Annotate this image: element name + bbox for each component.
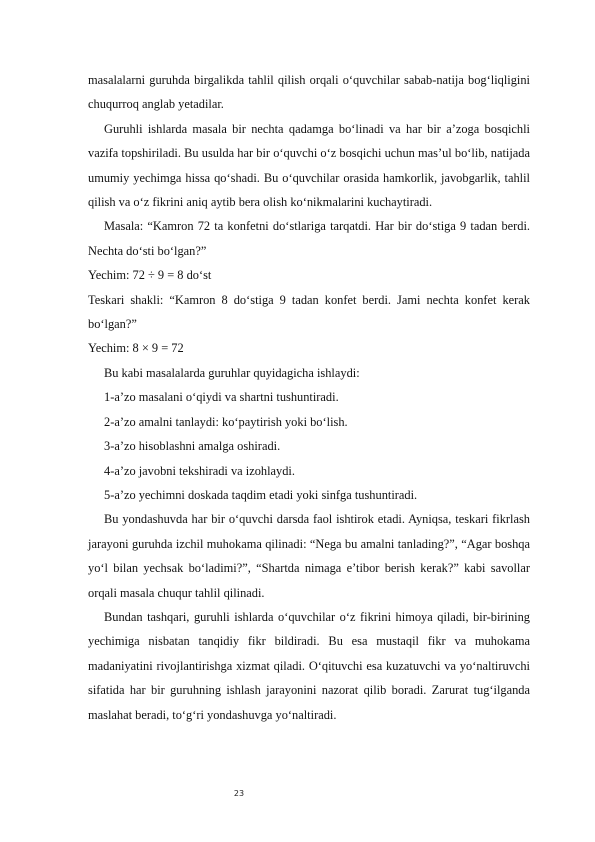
paragraph-conclusion: Bundan tashqari, guruhli ishlarda o‘quvchilar o‘z fikrini himoya qiladi, bir-birining yechimiga nisbatan tanqidiy fikr bildiradi. Bu esa mustaqil fikr va muhokama madaniyatini rivojlantirishga xizmat qiladi. O‘qituvchi esa kuzatuvchi va yo‘naltiruvchi sifatida har bir guruhning ishlash jarayonini nazorat qilib boradi. Zarurat tug‘ilganda maslahat beradi, to‘g‘ri yondashuvga yo‘naltiradi. <box>88 609 530 722</box>
paragraph-approach: Bu yondashuvda har bir o‘quvchi darsda faol ishtirok etadi. Ayniqsa, teskari fikrlash jarayoni guruhda izchil muhokama qilinadi: “Nega bu amalni tanlading?”, “Agar boshqa yo‘l bilan yechsak bo‘ladimi?”, “Shartda nimaga e’tibor berish kerak?” kabi savollar orqali masala chuqur tahlil qilinadi. <box>88 512 530 600</box>
paragraph-solution-1: Yechim: 72 ÷ 9 = 8 do‘st <box>88 268 212 283</box>
list-item-member-5: 5-a’zo yechimni doskada taqdim etadi yoki sinfga tushuntiradi. <box>104 487 418 502</box>
paragraph-problem: Masala: “Kamron 72 ta konfetni do‘stlariga tarqatdi. Har bir do‘stiga 9 tadan berdi. Nechta do‘sti bo‘lgan?” <box>88 219 530 258</box>
paragraph-solution-2: Yechim: 8 × 9 = 72 <box>88 341 184 356</box>
page-number: 23 <box>233 789 245 798</box>
paragraph-inverse-form: Teskari shakli: “Kamron 8 do‘stiga 9 tadan konfet berdi. Jami nechta konfet kerak bo‘lgan?” <box>88 292 530 332</box>
list-item-member-1: 1-a’zo masalani o‘qiydi va shartni tushuntiradi. <box>104 390 339 405</box>
list-item-member-3: 3-a’zo hisoblashni amalga oshiradi. <box>104 439 281 454</box>
list-item-member-4: 4-a’zo javobni tekshiradi va izohlaydi. <box>104 463 295 478</box>
paragraph-1: masalalarni guruhda birgalikda tahlil qilish orqali o‘quvchilar sabab-natija bog‘liqligini chuqurroq anglab yetadilar. <box>88 73 530 112</box>
paragraph-group-intro: Bu kabi masalalarda guruhlar quyidagicha ishlaydi: <box>104 365 360 380</box>
document-body <box>88 68 530 727</box>
paragraph-2: Guruhli ishlarda masala bir nechta qadamga bo‘linadi va har bir a’zoga bosqichli vazifa topshiriladi. Bu usulda har bir o‘quvchi o‘z bosqichi uchun mas’ul bo‘lib, natijada umumiy yechimga hissa qo‘shadi. Bu o‘quvchilar orasida hamkorlik, javobgarlik, tahlil qilish va o‘z fikrini aniq aytib bera olish ko‘nikmalarini kuchaytiradi. <box>88 121 530 210</box>
list-item-member-2: 2-a’zo amalni tanlaydi: ko‘paytirish yoki bo‘lish. <box>104 414 348 429</box>
